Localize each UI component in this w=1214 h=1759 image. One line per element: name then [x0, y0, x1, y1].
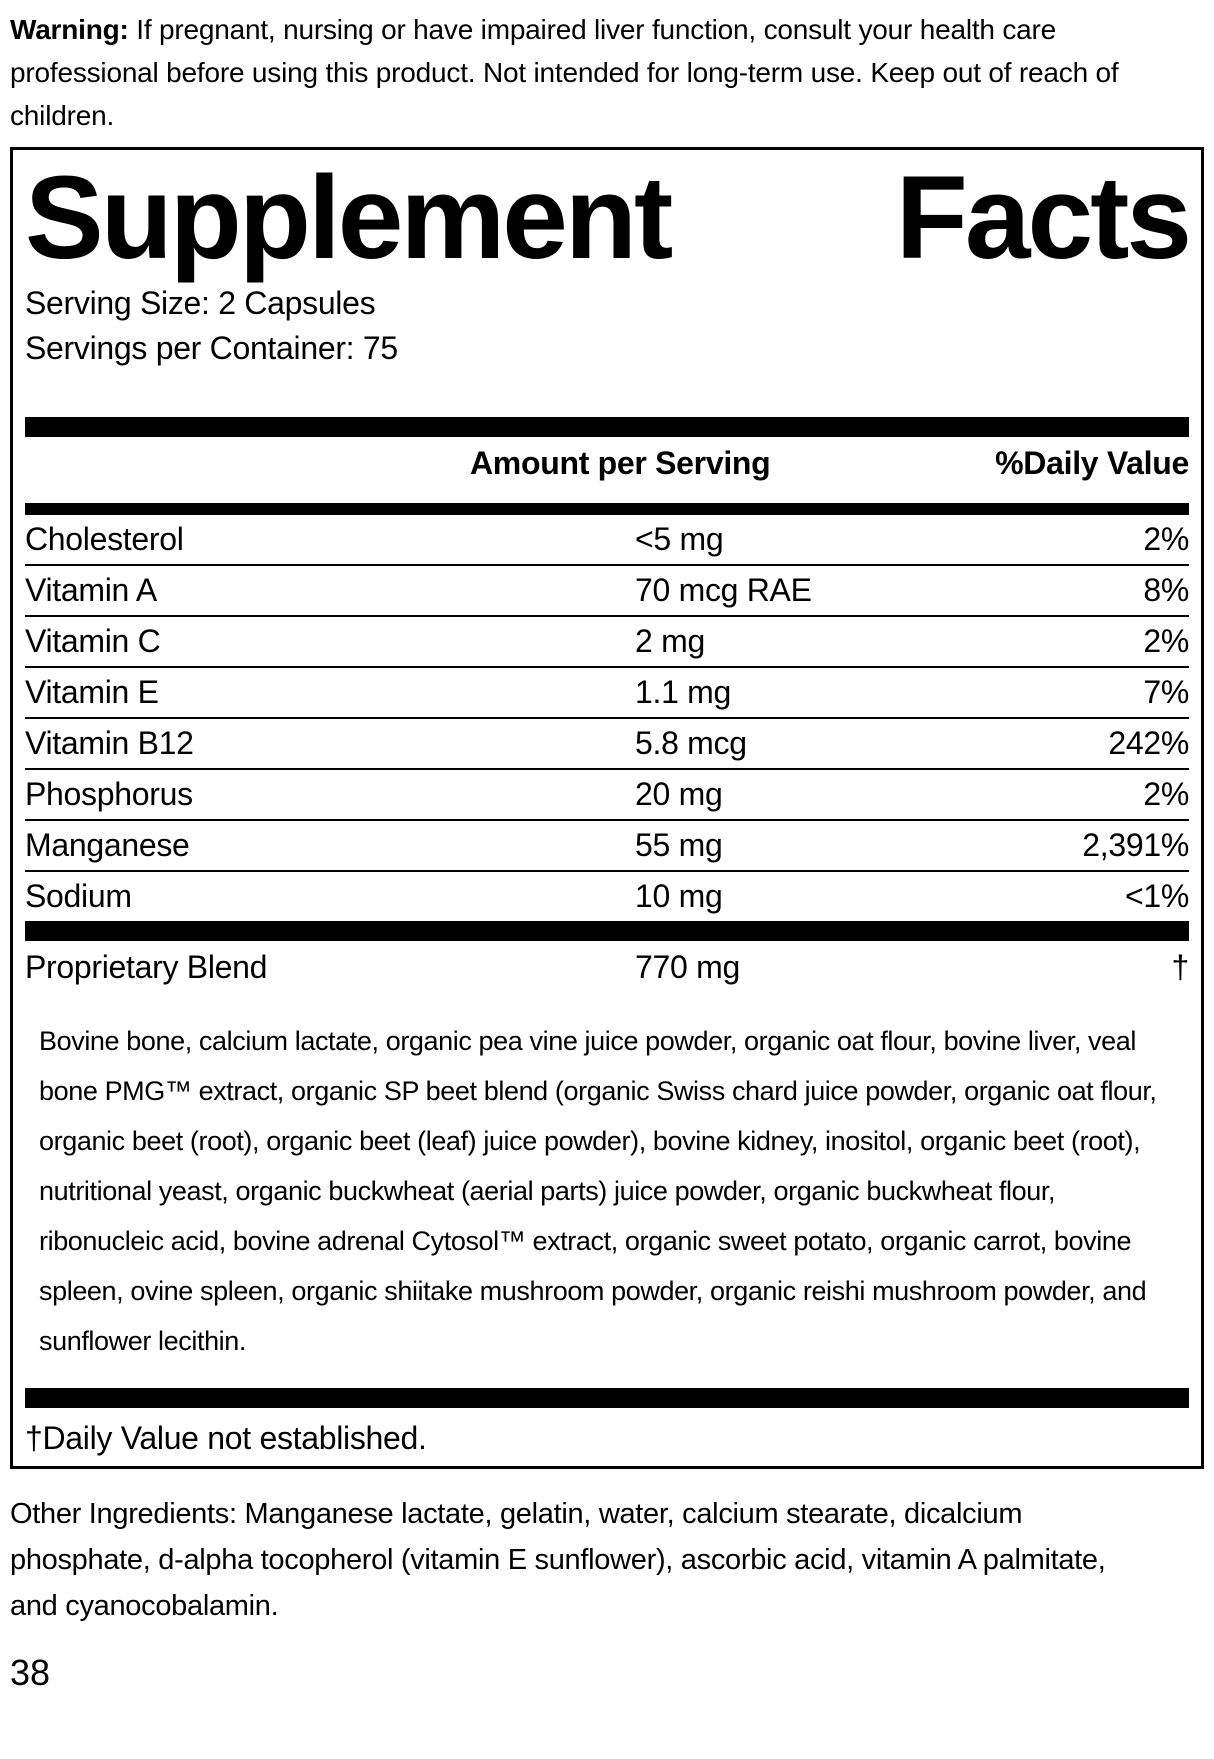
nutrient-name: Vitamin B12: [25, 724, 194, 761]
table-row: [25, 872, 1189, 921]
nutrient-amount: <5 mg: [635, 520, 724, 557]
nutrient-daily-value: 2%: [1143, 622, 1189, 659]
proprietary-blend-name: Proprietary Blend: [25, 948, 268, 985]
warning-paragraph: [10, 8, 1170, 137]
nutrient-daily-value: 2%: [1143, 520, 1189, 557]
other-ingredients-text: Other Ingredients: Manganese lactate, gelatin, water, calcium stearate, dicalcium phosphate, d-alpha tocopherol (vitamin E sunflower), ascorbic acid, vitamin A palmitate, and cyanocobalamin.: [10, 1497, 1106, 1622]
panel-title-word-2: Facts: [895, 152, 1189, 284]
proprietary-blend-amount: 770 mg: [635, 948, 740, 985]
table-row: [25, 770, 1189, 821]
nutrient-daily-value: <1%: [1124, 877, 1189, 914]
nutrient-name: Phosphorus: [25, 775, 193, 812]
nutrient-name: Sodium: [25, 877, 132, 914]
nutrient-name: Vitamin E: [25, 673, 159, 710]
nutrient-name: Vitamin A: [25, 571, 157, 608]
servings-per-container: Servings per Container: 75: [25, 329, 398, 366]
amount-column-header: Amount per Serving: [470, 444, 771, 481]
nutrient-table: [25, 515, 1189, 921]
nutrient-daily-value: 242%: [1108, 724, 1189, 761]
table-row: [25, 821, 1189, 872]
warning-text: If pregnant, nursing or have impaired liver function, consult your health care professional before using this product. Not intended for long-term use. Keep out of reach of children.: [10, 14, 1119, 131]
nutrient-amount: 70 mcg RAE: [635, 571, 812, 608]
serving-size: Serving Size: 2 Capsules: [25, 284, 376, 321]
divider-medium: [25, 503, 1189, 515]
nutrient-name: Vitamin C: [25, 622, 161, 659]
nutrient-daily-value: 7%: [1143, 673, 1189, 710]
nutrient-daily-value: 2%: [1143, 775, 1189, 812]
page-number: 38: [10, 1651, 51, 1693]
nutrient-amount: 2 mg: [635, 622, 705, 659]
table-row: [25, 515, 1189, 566]
nutrient-name: Manganese: [25, 826, 190, 863]
nutrient-name: Cholesterol: [25, 520, 184, 557]
warning-label: Warning:: [10, 14, 129, 45]
panel-title-word-1: Supplement: [25, 152, 671, 284]
proprietary-blend-daily-value: †: [1171, 948, 1189, 985]
nutrient-amount: 55 mg: [635, 826, 723, 863]
divider-thick-top: [25, 417, 1189, 437]
divider-thick-bottom: [25, 1388, 1189, 1408]
table-header-row: [25, 443, 1189, 483]
table-row: [25, 668, 1189, 719]
serving-info: [25, 281, 1189, 371]
proprietary-blend-row: [25, 941, 1189, 990]
table-row: [25, 566, 1189, 617]
table-row: [25, 719, 1189, 770]
divider-thick-blend: [25, 921, 1189, 941]
nutrient-daily-value: 2,391%: [1082, 826, 1189, 863]
nutrient-amount: 1.1 mg: [635, 673, 732, 710]
nutrient-amount: 10 mg: [635, 877, 723, 914]
daily-value-column-header: %Daily Value: [995, 444, 1189, 481]
nutrient-daily-value: 8%: [1143, 571, 1189, 608]
nutrient-amount: 20 mg: [635, 775, 723, 812]
panel-title: [25, 152, 1189, 284]
supplement-facts-panel: [10, 147, 1204, 1469]
blend-ingredients-text: Bovine bone, calcium lactate, organic pea vine juice powder, organic oat flour, bovine liver, veal bone PMG™ extract, organic SP beet blend (organic Swiss chard juice powder, organic oat flour, organic beet (root), organic beet (leaf) juice powder), bovine kidney, inositol, organic beet (root), nutritional yeast, organic buckwheat (aerial parts) juice powder, organic buckwheat flour, ribonucleic acid, bovine adrenal Cytosol™ extract, organic sweet potato, organic carrot, bovine spleen, ovine spleen, organic shiitake mushroom powder, organic reishi mushroom powder, and sunflower lecithin.: [39, 1025, 1157, 1356]
nutrient-amount: 5.8 mcg: [635, 724, 747, 761]
table-row: [25, 617, 1189, 668]
daily-value-footnote: †Daily Value not established.: [25, 1419, 427, 1456]
